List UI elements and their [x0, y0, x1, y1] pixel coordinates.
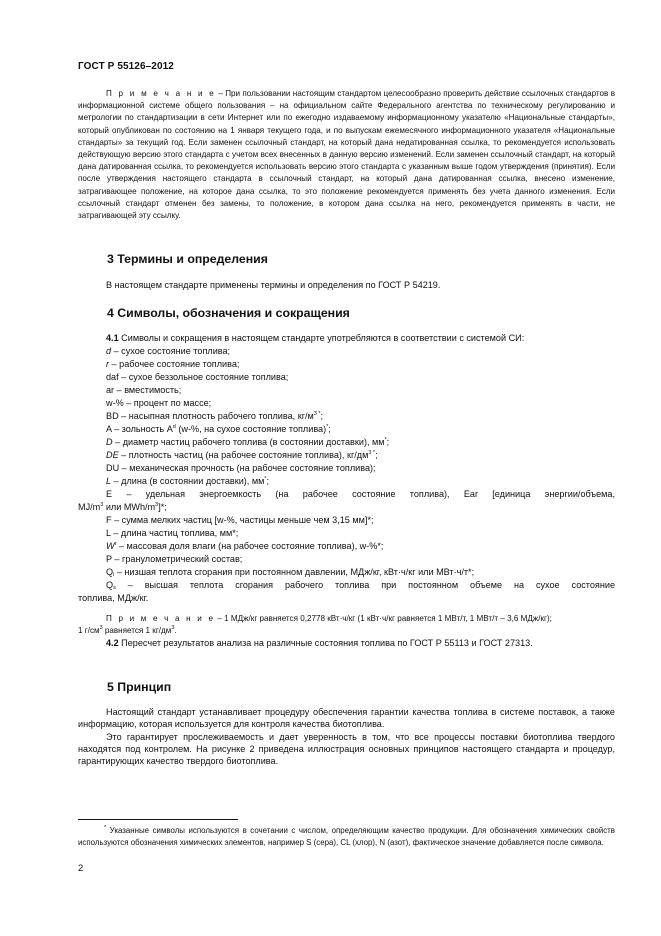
section-3-text: В настоящем стандарте применены термины и определения по ГОСТ Р 54219.: [106, 280, 441, 290]
symbol-p: P – гранулометрический состав;: [106, 554, 243, 564]
footnote-divider: [78, 819, 238, 820]
page-number: 2: [78, 863, 84, 874]
section-4-heading: 4 Символы, обозначения и сокращения: [107, 306, 350, 320]
symbol-item: ar – вместимость;: [106, 385, 182, 395]
symbol-qs: $Q_s$ – высшая теплота сгорания рабочего топлива при постоянном объеме на сухое состояние: [106, 580, 615, 591]
units-note: П р и м е ч а н и е – 1 МДж/кг равняется 0,2778 кВт·ч/кг (1 кВт·ч/кг равняется 1 МВт/т, 1 МВт/т – 3,6 МДж/кг); 1 $г/см^3$ равняется 1 $кг/дм^3$.: [78, 614, 552, 636]
section-3-heading: 3 Термины и определения: [107, 252, 268, 266]
note-text: – При пользовании настоящим стандартом целесообразно проверить действие ссылочных стандартов в информационной системе общего пользования – на официальном сайте Федерального агентства по техническому регулированию и метрологии по стандартизации в сети Интернет или по ежегодно издаваемому информационному указателю «Национальные стандарты», который опубликован по состоянию на 1 января текущего года, и по выпускам ежемесячного информационного указателя «Национальные стандарты» за текущий год. Если заменен ссылочный стандарт, на который дана недатированная ссылка, то рекомендуется использовать действующую версию этого стандарта с учетом всех внесенных в данную версию изменений. Если заменен ссылочный стандарт, на который дана датированная ссылка, то рекомендуется использовать версию этого стандарта с указанным выше годом утверждения (принятия). Если после утверждения настоящего стандарта в ссылочный стандарт, на который дана датированная ссылка, внесено изменение, затрагивающее положение, на которое дана ссылка, то это положение рекомендуется применять без учета данного изменения. Если ссылочный стандарт отменен без замены, то положение, в котором дана ссылка на него, рекомендуется применять в части, не затрагивающей эту ссылку.: [78, 89, 615, 221]
symbol-w: $W^r$ – массовая доля влаги (на рабочее состояние топлива), w-%*;: [106, 541, 384, 551]
footnote: * Указанные символы используются в сочетании с числом, определяющим качество продукции. Для обозначения химических свойств используются обозначения химических элементов, например S (сера), CL (хлор), N (азот), фактическое значение добавляется после символа.: [78, 825, 615, 847]
note-label: П р и м е ч а н и е: [106, 89, 217, 98]
section-5-heading: 5 Принцип: [107, 680, 172, 694]
section-5-paragraph-2: Это гарантирует прослеживаемость и дает уверенность в том, что все процессы поставки биотоплива твердого находятся под контролем. На рисунке 2 приведена иллюстрация основных принципов настоящего стандарта и процедур, гарантирующих качество твердого биотоплива.: [78, 732, 615, 767]
symbol-l: L – длина (в состоянии доставки), мм*;: [106, 476, 270, 486]
symbol-de: DE – плотность частиц (на рабочее состояние топлива), $кг/дм^{3 *}$;: [106, 450, 378, 460]
symbol-item: r – рабочее состояние топлива;: [106, 359, 240, 369]
section-5-paragraph-1: Настоящий стандарт устанавливает процедуру обеспечения гарантии качества топлива в системе поставок, а также информацию, которая используется для контроля качества биотоплива.: [78, 707, 615, 730]
symbol-du: DU – механическая прочность (на рабочее состояние топлива);: [106, 463, 376, 473]
references-note: [78, 88, 615, 222]
clause-4-2: 4.2 Пересчет результатов анализа на различные состояния топлива по ГОСТ Р 55113 и ГОСТ 27313.: [106, 638, 533, 648]
symbol-item: w-% – процент по массе;: [106, 398, 212, 408]
symbol-e: E – удельная энергоемкость (на рабочее состояние топлива), Ear [единица энергии/объема,: [106, 489, 615, 499]
symbol-a: A – зольность $A^d$ (w-%, на сухое состояние топлива)*;: [106, 424, 331, 434]
symbol-f: F – сумма мелких частиц [w-%, частицы меньше чем 3,15 мм]*;: [106, 515, 374, 525]
symbol-item: daf – сухое беззольное состояние топлива;: [106, 372, 289, 382]
symbol-bd: BD – насыпная плотность рабочего топлива, $кг/м^{3 *}$;: [106, 411, 324, 421]
symbol-qi: $Q_i$ – низшая теплота сгорания при постоянном давлении, МДж/кг, кВт·ч/кг или МВт·ч/т*;: [106, 567, 475, 578]
symbol-qs-cont: топлива, МДж/кг.: [78, 593, 149, 603]
document-header: ГОСТ Р 55126–2012: [78, 61, 174, 72]
symbol-d: D – диаметр частиц рабочего топлива (в состоянии доставки), мм*;: [106, 437, 390, 447]
symbol-item: d – сухое состояние топлива;: [106, 346, 231, 356]
clause-4-1: 4.1 Символы и сокращения в настоящем стандарте употребляются в соответствии с системой СИ:: [106, 333, 525, 343]
symbol-e-cont: $MJ/m^3$ или MWh/$m^3]*$;: [78, 502, 167, 512]
symbol-l2: L – длина частиц топлива, мм*;: [106, 528, 239, 538]
